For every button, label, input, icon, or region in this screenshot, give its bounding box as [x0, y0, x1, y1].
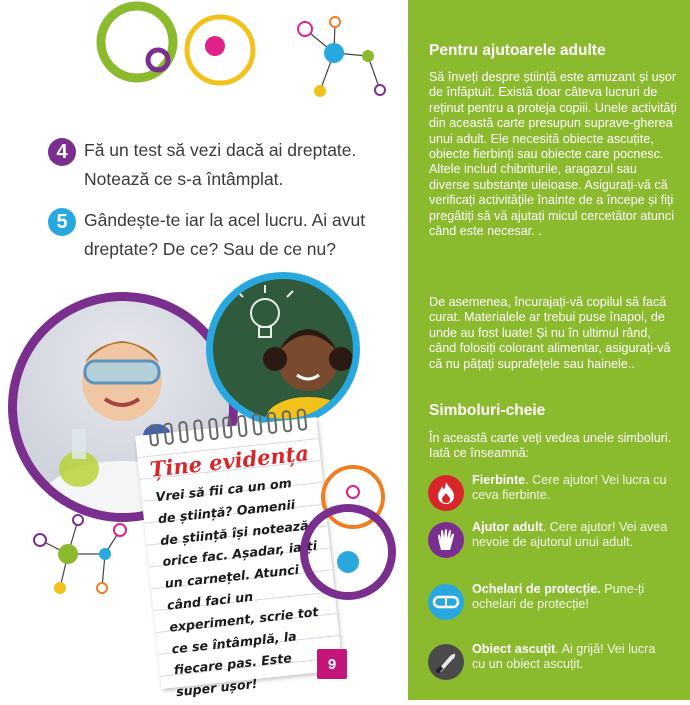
- symbol-adult-help-text: [472, 520, 672, 551]
- decorative-circles-bottom: [300, 460, 408, 610]
- girl-illustration: [213, 279, 353, 419]
- symbol-sharp-text: [472, 642, 672, 673]
- symbol-goggles: [428, 582, 672, 620]
- symbol-hot-text: [472, 473, 672, 504]
- molecule-icon: [298, 17, 385, 97]
- girl-chalkboard-photo: [206, 272, 360, 426]
- key-symbols-intro: În această carte veți vedea unele simboluri. Iată ce înseamnă:: [429, 431, 672, 461]
- adult-helpers-heading: Pentru ajutoarele adulte: [429, 42, 606, 59]
- symbol-goggles-text: [472, 582, 672, 613]
- symbol-adult-help-description: . Cere ajutor! Vei avea nevoie de ajutorul unui adult.: [472, 520, 668, 550]
- symbol-adult-help: [428, 520, 672, 558]
- step-5-text: Gândește-te iar la acel lucru. Ai avut dreptate? De ce? Sau de ce nu?: [84, 210, 366, 259]
- adult-helpers-para-2: De asemenea, încurajați-vă copilul să facă curat. Materialele ar trebui puse înapoi, de unde au fost luate! Și nu în ultimul rând, când folosiți colorant alimentar, asigurați-vă că nu pățați suprafețele sau hainele..: [429, 295, 671, 371]
- symbol-hot-title: Fierbinte: [472, 473, 526, 487]
- symbol-adult-help-title: Ajutor adult: [472, 520, 543, 534]
- step-4-text: Fă un test să vezi dacă ai dreptate. Notează ce s-a întâmplat.: [84, 140, 357, 189]
- symbol-hot: [428, 473, 672, 511]
- step-5-number: 5: [48, 208, 76, 236]
- notepad-title: Ține evidența: [148, 440, 311, 482]
- pink-dot: [205, 36, 225, 56]
- flame-icon: [428, 475, 464, 511]
- symbol-goggles-description: Pune-ți ochelari de protecție!: [472, 582, 645, 612]
- pink-ring: [347, 486, 359, 498]
- lightbulb-icon: [237, 285, 293, 337]
- key-symbols-heading: Simboluri-cheie: [429, 402, 546, 419]
- step-5: [48, 206, 414, 264]
- page-number: 9: [317, 649, 347, 679]
- symbol-sharp-description: . Ai grijă! Vei lucra cu un obiect ascuțit.: [472, 642, 656, 672]
- hand-icon: [428, 522, 464, 558]
- adult-helpers-panel: [408, 0, 690, 700]
- knife-icon: [428, 644, 464, 680]
- symbol-goggles-title: Ochelari de protecție.: [472, 582, 601, 596]
- symbol-sharp-title: Obiect ascuțit: [472, 642, 556, 656]
- molecule-bottom-icon: [20, 510, 140, 600]
- goggles-icon: [428, 584, 464, 620]
- symbol-sharp: [428, 642, 672, 680]
- blue-dot: [337, 551, 359, 573]
- symbol-hot-description: . Cere ajutor! Vei lucra cu ceva fierbinte.: [472, 473, 667, 503]
- decorative-circles-top: [0, 0, 408, 120]
- step-4-number: 4: [48, 138, 76, 166]
- notepad-body: Vrei să fii ca un om de știință? Oamenii de știință își notează orice fac. Așadar, ia-ți un carnețel. Atunci când faci un experiment, scrie tot ce se întâmplă, la fiecare pas. Este super ușor!: [154, 475, 320, 700]
- step-4: [48, 136, 414, 194]
- adult-helpers-para-1: Să înveți despre știință este amuzant și ușor de înfăptuit. Există doar câteva lucruri de reținut pentru a proteja copiii. Unele activități din această carte presupun suprave-gherea unui adult. Ele necesită obiecte ascuțite, obiecte fierbinți sau obiecte care pocnesc. Altele includ chibriturile, aragazul sau diverse substanțe uleioase. Asigurați-vă că verificați activitățile înainte de a începe și fiți pregătiți să vă ajutați micul cercetător atunci când este necesar. .: [429, 70, 677, 239]
